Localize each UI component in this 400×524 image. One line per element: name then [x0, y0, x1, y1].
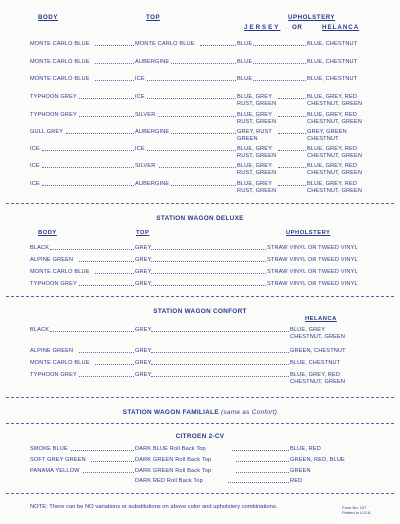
body-color: GULL GREY: [30, 129, 64, 135]
leader-dots: [171, 59, 236, 64]
header-top: TOP: [146, 14, 161, 21]
deluxe-header-body: BODY: [38, 230, 57, 236]
jersey-upholstery: BLUE, GREY: [237, 181, 273, 187]
top-color: GREY: [135, 269, 152, 275]
top-color: GREY: [135, 281, 152, 287]
leader-dots: [171, 129, 236, 134]
leader-dots: [91, 457, 134, 462]
top-color: DARK GREEN Roll Back Top: [135, 468, 212, 474]
leader-dots: [151, 281, 266, 286]
body-color: MONTE CARLO BLUE: [30, 41, 90, 47]
footer-note: NOTE: There can be NO variations or substitutions on above color and upholstery combinations.: [30, 504, 278, 510]
leader-dots: [42, 146, 134, 151]
helanca-upholstery: CHESTNUT, GREEN: [307, 119, 363, 125]
body-color: TYPHOON GREY: [30, 112, 77, 118]
top-color: GREY: [135, 327, 152, 333]
jersey-upholstery: RUST, GREEN: [237, 170, 277, 176]
helanca-upholstery: BLUE, GREY, RED: [307, 146, 358, 152]
top-color: DARK GREEN Roll Back Top: [135, 457, 212, 463]
helanca-upholstery: BLUE, GREY, RED: [307, 112, 358, 118]
body-color: SOFT GREY GREEN: [30, 457, 86, 463]
jersey-upholstery: RUST, GREEN: [237, 101, 277, 107]
leader-dots: [253, 76, 306, 81]
top-color: GREY: [135, 360, 152, 366]
helanca-upholstery: BLUE, GREY, RED: [307, 181, 358, 187]
leader-dots: [79, 348, 134, 353]
leader-dots: [151, 269, 266, 274]
leader-dots: [42, 181, 134, 186]
helanca-upholstery: GREEN, CHESTNUT: [290, 348, 346, 354]
confort-header-helanca: HELANCA: [305, 316, 337, 322]
leader-dots: [151, 327, 289, 332]
leader-dots: [147, 76, 236, 81]
body-color: BLACK: [30, 245, 50, 251]
helanca-upholstery: BLUE, GREY, RED: [307, 94, 358, 100]
upholstery: STRAW VINYL OR TWEED VINYL: [267, 269, 358, 275]
top-color: DARK RED Roll Back Top: [135, 478, 203, 484]
upholstery: STRAW VINYL OR TWEED VINYL: [267, 245, 358, 251]
helanca-upholstery: CHESTNUT, GREEN: [307, 188, 363, 194]
header-body: BODY: [38, 14, 58, 21]
top-color: ICE: [135, 76, 145, 82]
header-helanca: HELANCA: [322, 24, 360, 31]
leader-dots: [95, 76, 134, 81]
deluxe-header-upholstery: UPHOLSTERY: [286, 230, 331, 236]
body-color: ICE: [30, 146, 40, 152]
leader-dots: [278, 146, 307, 151]
leader-dots: [278, 163, 307, 168]
section-title-confort: STATION WAGON CONFORT: [153, 308, 247, 315]
leader-dots: [66, 129, 134, 134]
top-color: SILVER: [135, 112, 156, 118]
helanca-upholstery: BLUE, CHESTNUT: [307, 76, 358, 82]
leader-dots: [171, 181, 236, 186]
jersey-upholstery: BLUE: [237, 41, 253, 47]
top-color: AUBERGINE: [135, 59, 170, 65]
leader-dots: [253, 41, 306, 46]
top-color: SILVER: [135, 163, 156, 169]
leader-dots: [79, 281, 134, 286]
familiale-title: STATION WAGON FAMILIALE: [122, 409, 219, 416]
top-color: ICE: [135, 146, 145, 152]
leader-dots: [159, 112, 236, 117]
body-color: PANAMA YELLOW: [30, 468, 80, 474]
leader-dots: [151, 360, 289, 365]
leader-dots: [50, 245, 134, 250]
helanca-upholstery: BLUE, CHESTNUT: [307, 59, 358, 65]
section-divider: [6, 203, 394, 204]
body-color: ALPINE GREEN: [30, 348, 74, 354]
leader-dots: [147, 94, 236, 99]
jersey-upholstery: BLUE: [237, 76, 253, 82]
leader-dots: [253, 59, 306, 64]
helanca-upholstery: BLUE, GREY, RED: [307, 163, 358, 169]
jersey-upholstery: GREEN: [237, 136, 258, 142]
leader-dots: [236, 468, 289, 473]
jersey-upholstery: BLUE, GREY: [237, 112, 273, 118]
body-color: ICE: [30, 163, 40, 169]
leader-dots: [79, 372, 134, 377]
helanca-upholstery: BLUE, GREY: [290, 327, 326, 333]
helanca-upholstery: CHESTNUT: [307, 136, 339, 142]
leader-dots: [159, 163, 236, 168]
section-title-citroen: CITROEN 2-CV: [175, 433, 225, 440]
top-color: GREY: [135, 245, 152, 251]
leader-dots: [83, 468, 134, 473]
leader-dots: [147, 146, 236, 151]
leader-dots: [79, 257, 134, 262]
familiale-subtitle: (same as Confort): [220, 409, 278, 416]
leader-dots: [95, 360, 134, 365]
body-color: MONTE CARLO BLUE: [30, 76, 90, 82]
body-color: ALPINE GREEN: [30, 257, 74, 263]
leader-dots: [200, 41, 236, 46]
leader-dots: [79, 94, 134, 99]
leader-dots: [232, 446, 289, 451]
leader-dots: [79, 112, 134, 117]
upholstery: STRAW VINYL OR TWEED VINYL: [267, 281, 358, 287]
header-or: OR: [292, 24, 303, 31]
jersey-upholstery: BLUE, GREY: [237, 94, 273, 100]
helanca-upholstery: BLUE, GREY, RED: [290, 372, 341, 378]
top-color: MONTE CARLO BLUE: [135, 41, 195, 47]
section-divider: [6, 397, 394, 398]
section-divider: [6, 423, 394, 424]
helanca-upholstery: CHESTNUT, GREEN: [307, 101, 363, 107]
leader-dots: [151, 257, 266, 262]
section-title-deluxe: STATION WAGON DELUXE: [156, 215, 244, 222]
leader-dots: [278, 94, 307, 99]
body-color: MONTE CARLO BLUE: [30, 360, 90, 366]
body-color: ICE: [30, 181, 40, 187]
helanca-upholstery: BLUE, CHESTNUT: [290, 360, 341, 366]
leader-dots: [278, 129, 307, 134]
top-color: GREY: [135, 348, 152, 354]
jersey-upholstery: RUST, GREEN: [237, 188, 277, 194]
upholstery: GREEN, RED, BLUE: [290, 457, 345, 463]
upholstery: BLUE, RED: [290, 446, 321, 452]
top-color: ICE: [135, 94, 145, 100]
body-color: MONTE CARLO BLUE: [30, 269, 90, 275]
body-color: SMOKE BLUE: [30, 446, 68, 452]
jersey-upholstery: BLUE: [237, 59, 253, 65]
leader-dots: [50, 327, 134, 332]
leader-dots: [42, 163, 134, 168]
leader-dots: [95, 59, 134, 64]
leader-dots: [95, 269, 134, 274]
top-color: AUBERGINE: [135, 129, 170, 135]
helanca-upholstery: BLUE, CHESTNUT: [307, 41, 358, 47]
leader-dots: [95, 41, 134, 46]
printed-in: Printed in U.S.A.: [342, 510, 372, 515]
jersey-upholstery: RUST, GREEN: [237, 153, 277, 159]
leader-dots: [236, 457, 289, 462]
body-color: MONTE CARLO BLUE: [30, 59, 90, 65]
body-color: BLACK: [30, 327, 50, 333]
upholstery: STRAW VINYL OR TWEED VINYL: [267, 257, 358, 263]
leader-dots: [151, 372, 289, 377]
top-color: DARK BLUE Roll Back Top: [135, 446, 206, 452]
body-color: TYPHOON GREY: [30, 281, 77, 287]
section-divider: [6, 296, 394, 297]
header-upholstery: UPHOLSTERY: [288, 14, 336, 21]
upholstery: RED: [290, 478, 303, 484]
deluxe-header-top: TOP: [136, 230, 150, 236]
header-jersey: JERSEY: [244, 24, 281, 31]
top-color: GREY: [135, 257, 152, 263]
leader-dots: [228, 478, 289, 483]
leader-dots: [278, 181, 307, 186]
helanca-upholstery: CHESTNUT, GREEN: [307, 153, 363, 159]
jersey-upholstery: RUST, GREEN: [237, 119, 277, 125]
section-title-familiale: [0, 409, 400, 416]
helanca-upholstery: CHESTNUT, GREEN: [307, 170, 363, 176]
leader-dots: [71, 446, 135, 451]
helanca-upholstery: CHESTNUT, GREEN: [290, 379, 346, 385]
body-color: TYPHOON GREY: [30, 94, 77, 100]
form-number: [342, 505, 372, 515]
jersey-upholstery: BLUE, GREY: [237, 146, 273, 152]
upholstery: GREEN: [290, 468, 311, 474]
top-color: GREY: [135, 372, 152, 378]
section-divider: [6, 493, 394, 494]
helanca-upholstery: GREY, GREEN: [307, 129, 347, 135]
jersey-upholstery: GREY, RUST: [237, 129, 272, 135]
top-color: AUBERGINE: [135, 181, 170, 187]
leader-dots: [278, 112, 307, 117]
body-color: TYPHOON GREY: [30, 372, 77, 378]
leader-dots: [151, 245, 266, 250]
jersey-upholstery: BLUE, GREY: [237, 163, 273, 169]
helanca-upholstery: CHESTNUT, GREEN: [290, 334, 346, 340]
leader-dots: [151, 348, 289, 353]
form-no: Form No. 107: [342, 505, 367, 510]
